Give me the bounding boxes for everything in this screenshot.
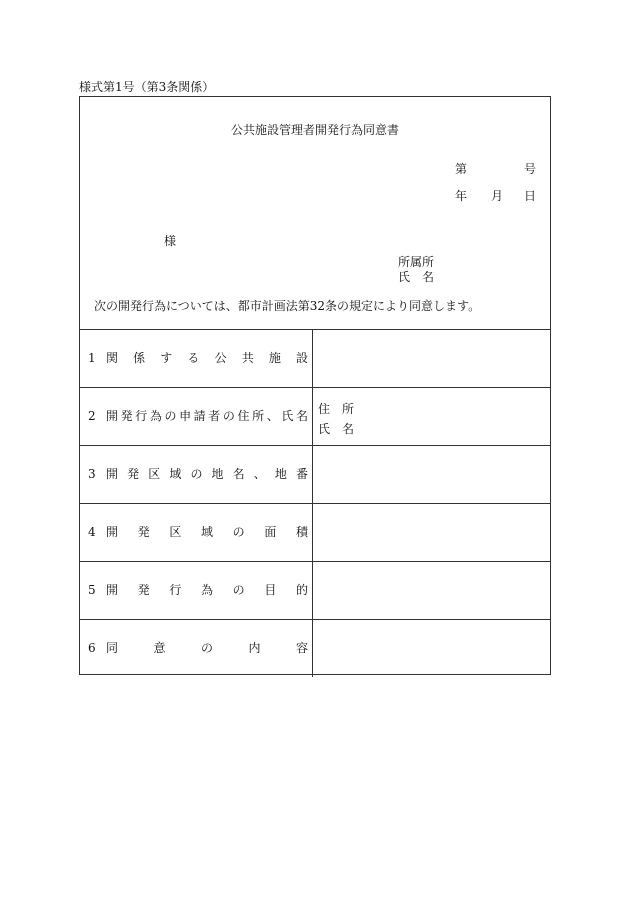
- row-label: 開発行為の申請者の住所、氏名: [106, 409, 308, 423]
- date-day: 日: [524, 189, 537, 203]
- row-label: 同意の内容: [106, 641, 308, 655]
- table-row: [80, 562, 550, 620]
- table-row: [80, 620, 550, 677]
- row-value-cell: [313, 562, 550, 619]
- row-number: 2: [88, 409, 96, 423]
- form-number-label: 様式第1号（第3条関係）: [79, 80, 215, 94]
- row-value-cell: [313, 388, 550, 445]
- row-number: 3: [88, 467, 96, 481]
- row-label-cell: [80, 620, 313, 677]
- row-label-cell: [80, 446, 313, 503]
- row-value-cell: [313, 446, 550, 503]
- table-row: [80, 446, 550, 504]
- row-label-cell: [80, 562, 313, 619]
- form-table: [80, 329, 550, 677]
- row-number: 5: [88, 583, 96, 597]
- table-row: [80, 504, 550, 562]
- row-label-cell: [80, 330, 313, 387]
- row-label: 開発区域の面積: [106, 525, 308, 539]
- table-row: [80, 388, 550, 446]
- row-label-cell: [80, 388, 313, 445]
- applicant-name-label: 氏 名: [318, 422, 355, 436]
- row-label: 開発行為の目的: [106, 583, 308, 597]
- applicant-address-label: 住 所: [318, 402, 355, 416]
- date-year: 年: [455, 189, 468, 203]
- row-label: 開発区域の地名、地番: [106, 467, 308, 481]
- consent-form-frame: [79, 96, 551, 675]
- consent-statement: 次の開発行為については、都市計画法第32条の規定により同意します。: [94, 299, 481, 313]
- number-prefix: 第: [455, 162, 468, 176]
- document-title: 公共施設管理者開発行為同意書: [230, 123, 399, 137]
- table-row: [80, 330, 550, 388]
- date-month: 月: [491, 189, 504, 203]
- row-value-cell: [313, 330, 550, 387]
- row-value-cell: [313, 620, 550, 677]
- number-suffix: 号: [524, 162, 537, 176]
- row-number: 1: [88, 351, 96, 365]
- form-header: [80, 97, 550, 329]
- addressee-suffix: 様: [164, 234, 177, 248]
- issuer-org-label: 所属所: [398, 255, 435, 269]
- row-number: 4: [88, 525, 96, 539]
- row-label-cell: [80, 504, 313, 561]
- row-label: 関係する公共施設: [106, 351, 308, 365]
- row-value-cell: [313, 504, 550, 561]
- row-number: 6: [88, 641, 96, 655]
- issuer-name-label: 氏 名: [398, 270, 435, 284]
